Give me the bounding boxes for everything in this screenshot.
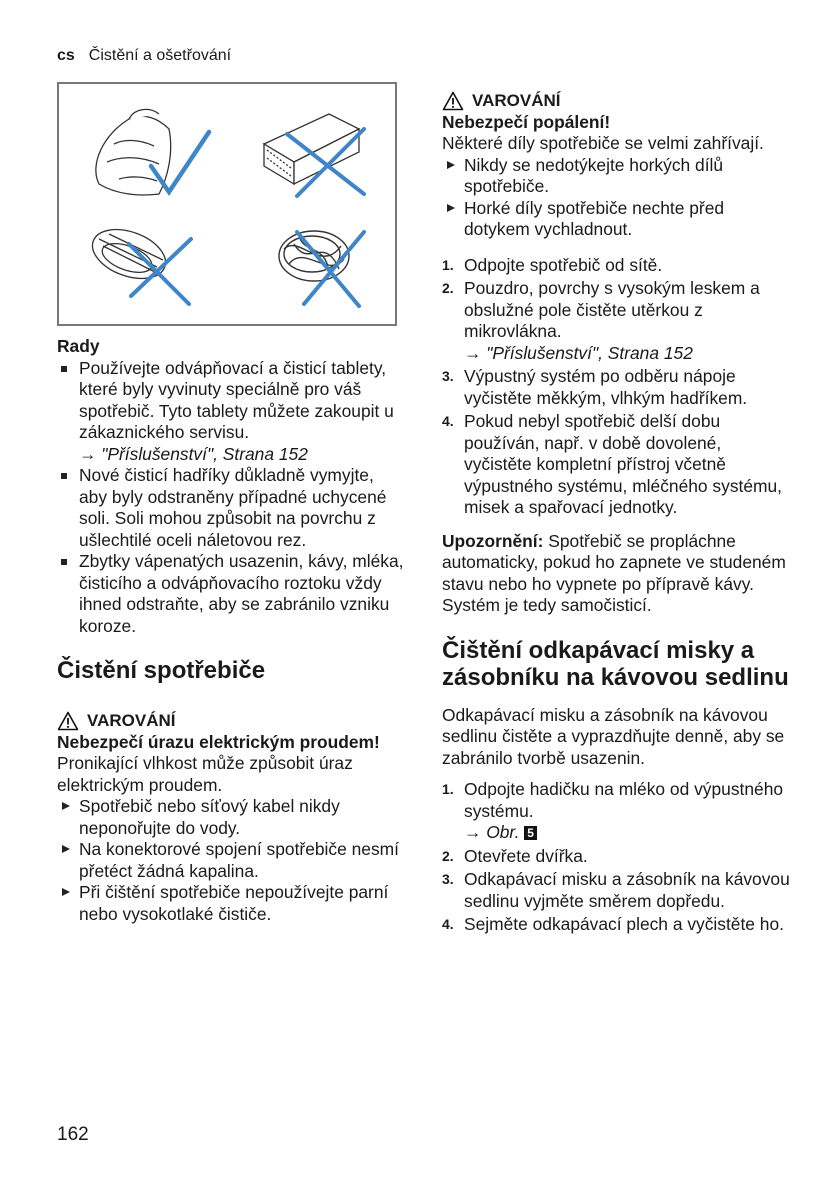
section-title: Čistění spotřebiče [57,657,266,684]
warning-text: Pronikající vlhkost může způsobit úraz elektrickým proudem. [57,753,353,795]
intro-paragraph: Odkapávací misku a zásobník na kávovou sedlinu čistěte a vyprazdňujte denně, aby se zabránilo tvorbě usazenin. [442,704,785,768]
scouring-pad-icon [86,220,172,287]
warning-list [442,155,792,241]
step-item: 2. Pouzdro, povrchy s vysokým leskem a obslužné pole čistěte utěrkou z mikrovlákna. → "Příslušenství", Strana 152 [442,278,760,363]
tips-heading: Rady [57,336,100,356]
list-item: Používejte odvápňovací a čisticí tablety, které byly vyvinuty speciálně pro váš spotřebič. Tyto tablety můžete zakoupit u zákaznického servisu. → "Příslušenství", Strana 152 [57,358,405,466]
figure-number-badge: 5 [524,826,537,840]
note-paragraph: Upozornění: Spotřebič se propláchne automaticky, pokud ho zapnete ve studeném stavu nebo ho vypnete po přípravě kávy. Systém je tedy samočisticí. [442,530,786,615]
cleaning-steps [442,255,792,519]
step-item: 3. Odkapávací misku a zásobník na kávovou sedlinu vyjměte směrem dopředu. [442,869,790,911]
figure-reference-link[interactable]: → Obr. 5 [464,822,537,842]
cleaning-tools-illustration [59,84,395,324]
note-label: Upozornění: [442,530,544,551]
warning-text: Některé díly spotřebiče se velmi zahřívají. [442,133,764,153]
warning-list [57,796,405,925]
step-item: 2. Otevřete dvířka. [442,845,588,866]
left-column [57,82,405,925]
right-column [442,90,792,938]
list-item: Zbytky vápenatých usazenin, kávy, mléka, čisticího a odvápňovacího roztoku vždy ihned odstraňte, aby se zabránilo vzniku koroze. [57,551,405,637]
list-item: Na konektorové spojení spotřebiče nesmí přetéct žádná kapalina. [57,839,405,882]
steel-wool-icon [279,231,349,281]
section-name: Čistění a ošetřování [88,47,232,64]
cross-reference-link[interactable]: → "Příslušenství", Strana 152 [464,342,693,363]
list-item: Nikdy se nedotýkejte horkých dílů spotřebiče. [442,155,792,198]
language-code: cs [57,47,75,64]
step-item: 3. Výpustný systém po odběru nápoje vyčistěte měkkým, vlhkým hadříkem. [442,366,748,408]
warning-triangle-icon [57,711,79,731]
page-number: 162 [57,1124,89,1145]
cross-icon [297,232,364,306]
step-item: 4. Pokud nebyl spotřebič delší dobu používán, např. v době dovolené, vyčistěte kompletní přístroj včetně výpustného systému, mléčného systému, misek a spařovací jednotky. [442,411,783,517]
warning-title: Nebezpečí úrazu elektrickým proudem! [57,731,380,752]
step-item: 1. Odpojte spotřebič od sítě. [442,254,663,275]
step-item: 4. Sejměte odkapávací plech a vyčistěte ho. [442,914,784,934]
list-item: Nové čisticí hadříky důkladně vymyjte, aby byly odstraněny případné uchycené soli. Soli mohou způsobit na povrchu z ušlechtilé oceli náletovou rez. [57,465,405,551]
list-item: Horké díly spotřebiče nechte před dotykem vychladnout. [442,198,792,241]
cross-reference-link[interactable]: → "Příslušenství", Strana 152 [79,443,308,464]
drip-tray-steps [442,779,792,936]
step-item: 1. Odpojte hadičku na mléko od výpustného systému. → Obr. 5 [442,779,784,842]
warning-label: VAROVÁNÍ [57,710,405,732]
warning-triangle-icon [442,91,464,111]
warning-title: Nebezpečí popálení! [442,111,611,132]
tips-list [57,358,405,638]
section-title: Čištění odkapávací misky a zásobníku na kávovou sedlinu [442,636,789,691]
list-item: Při čištění spotřebiče nepoužívejte parní nebo vysokotlaké čističe. [57,882,405,925]
warning-label: VAROVÁNÍ [442,90,792,112]
cleaning-tools-figure [57,82,397,326]
list-item: Spotřebič nebo síťový kabel nikdy neponořujte do vody. [57,796,405,839]
page-header [57,47,231,65]
